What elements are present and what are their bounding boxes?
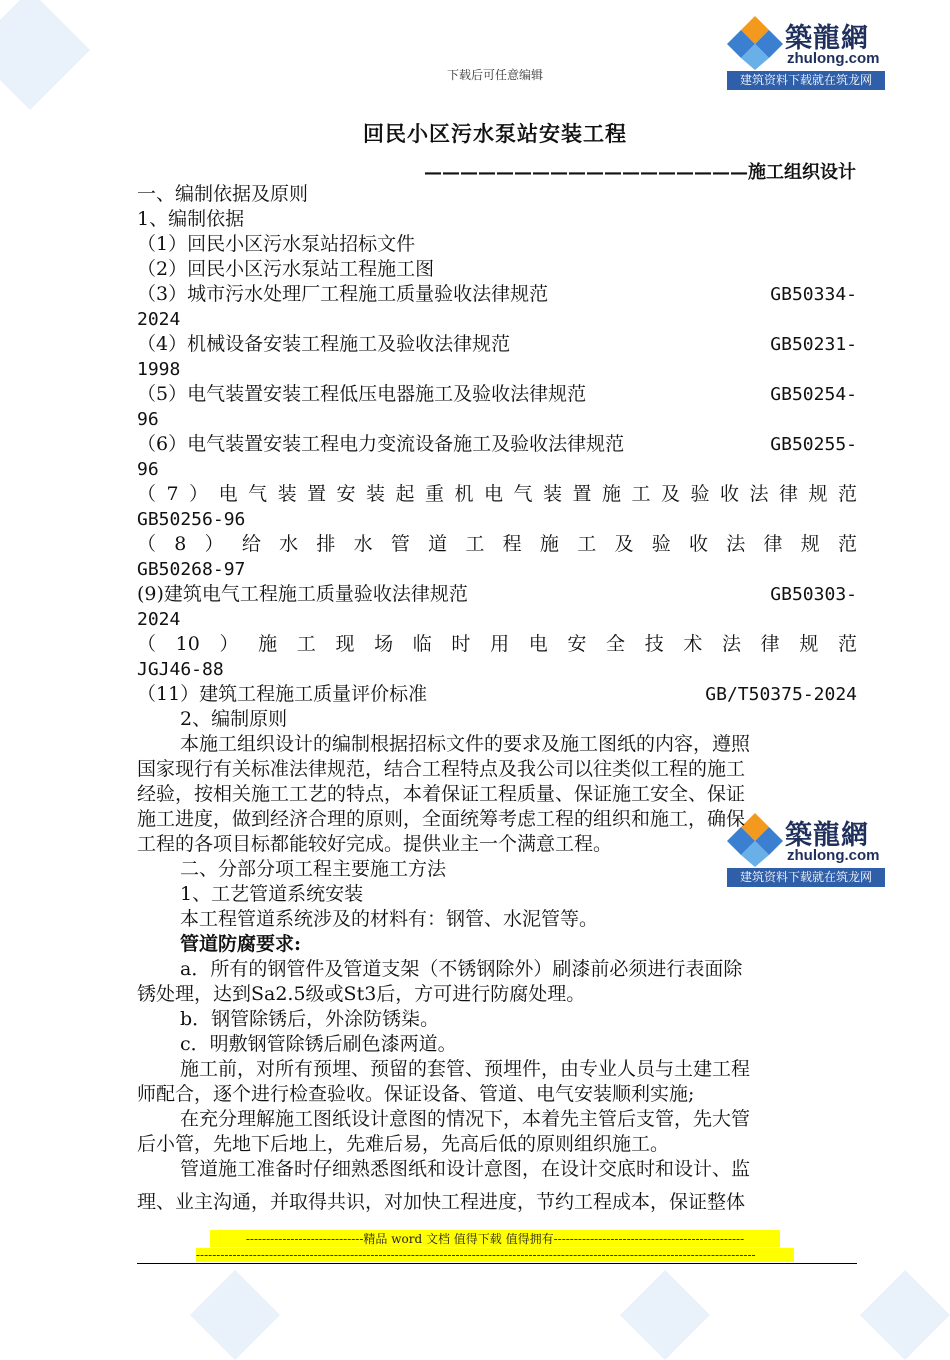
section-heading: 一、编制依据及原则: [137, 183, 309, 205]
logo-brand-cn: 築龍網: [785, 820, 869, 851]
document-subtitle: ——————————————————施工组织设计: [424, 162, 856, 183]
reference-code-cont: GB50256-96: [137, 509, 246, 530]
reference-title: （4）机械设备安装工程施工及验收法律规范: [137, 333, 511, 355]
logo-diamond-icon: [727, 14, 783, 70]
paragraph-line: 本施工组织设计的编制根据招标文件的要求及施工图纸的内容，遵照: [180, 733, 751, 755]
paragraph-line: 施工前，对所有预埋、预留的套管、预埋件，由专业人员与土建工程: [180, 1058, 751, 1080]
paragraph-line: 锈处理，达到Sa2.5级或St3后，方可进行防腐处理。: [137, 983, 586, 1005]
reference-title: （6）电气装置安装工程电力变流设备施工及验收法律规范: [137, 433, 625, 455]
reference-code: GB50231-: [770, 334, 857, 355]
reference-code: GB/T50375-2024: [705, 684, 857, 705]
logo-slogan: 建筑资料下载就在筑龙网: [727, 868, 885, 887]
watermark-pattern: [190, 1270, 280, 1360]
reference-code: GB50334-: [770, 284, 857, 305]
reference-code: GB50255-: [770, 434, 857, 455]
subsection-heading: 1、工艺管道系统安装: [180, 883, 364, 905]
paragraph-line: 经验，按相关施工工艺的特点，本着保证工程质量、保证施工安全、保证: [137, 783, 746, 805]
watermark-pattern: [860, 1270, 950, 1360]
paragraph-line: b．钢管除锈后，外涂防锈柒。: [180, 1008, 440, 1030]
footer-dash-line: ------------------------------------------------------------------------------------------------------------------------------------------: [196, 1248, 794, 1262]
paragraph-line: 国家现行有关标准法律规范，结合工程特点及我公司以往类似工程的施工: [137, 758, 746, 780]
logo-brand-cn: 築龍網: [785, 23, 869, 54]
reference-code-cont: 96: [137, 409, 159, 430]
reference-title: （3）城市污水处理厂工程施工质量验收法律规范: [137, 283, 549, 305]
footer-promo-line: -----------------------------精品 word 文档 值得下载 值得拥有-----------------------------------------------: [210, 1230, 780, 1247]
paragraph-line: 本工程管道系统涉及的材料有：钢管、水泥管等。: [180, 908, 599, 930]
subsection-heading: 1、编制依据: [137, 208, 245, 230]
paragraph-line: 理、业主沟通，并取得共识，对加快工程进度，节约工程成本，保证整体: [137, 1191, 746, 1213]
reference-title: （11）建筑工程施工质量评价标准: [137, 683, 428, 705]
reference-item: （2）回民小区污水泵站工程施工图: [137, 258, 435, 280]
paragraph-line: 工程的各项目标都能较好完成。提供业主一个满意工程。: [137, 833, 613, 855]
header-note: 下载后可任意编辑: [446, 68, 543, 82]
reference-item: （10）施工现场临时用电安全技术法律规范: [137, 633, 857, 655]
document-title: 回民小区污水泵站安装工程: [363, 121, 627, 146]
reference-code-cont: JGJ46-88: [137, 659, 224, 680]
logo-slogan: 建筑资料下载就在筑龙网: [727, 71, 885, 90]
reference-item: [137, 332, 857, 357]
reference-item: [137, 682, 857, 707]
reference-code: GB50254-: [770, 384, 857, 405]
reference-item: [137, 432, 857, 457]
reference-code-cont: 1998: [137, 359, 181, 380]
paragraph-line: a．所有的钢管件及管道支架（不锈钢除外）刷漆前必须进行表面除: [180, 958, 743, 980]
watermark-pattern: [620, 1270, 710, 1360]
reference-item: [137, 382, 857, 407]
logo-brand-en: zhulong.com: [787, 50, 880, 67]
paragraph-line: 师配合，逐个进行检查验收。保证设备、管道、电气安装顺利实施;: [137, 1083, 695, 1105]
paragraph-line: 后小管，先地下后地上，先难后易，先高后低的原则组织施工。: [137, 1133, 670, 1155]
subsection-heading: 2、编制原则: [180, 708, 288, 730]
paragraph-line: 施工进度，做到经济合理的原则，全面统筹考虑工程的组织和施工，确保: [137, 808, 746, 830]
reference-item: [137, 582, 857, 607]
footer-rule: [137, 1263, 857, 1264]
paragraph-line: 在充分理解施工图纸设计意图的情况下，本着先主管后支管，先大管: [180, 1108, 751, 1130]
reference-item: （8）给水排水管道工程施工及验收法律规范: [137, 533, 857, 555]
zhulong-logo: [727, 14, 885, 90]
paragraph-line: 管道施工准备时仔细熟悉图纸和设计意图，在设计交底时和设计、监: [180, 1158, 751, 1180]
reference-item: [137, 282, 857, 307]
reference-code-cont: 96: [137, 459, 159, 480]
reference-item: （7）电气装置安装起重机电气装置施工及验收法律规范: [137, 483, 857, 505]
watermark-pattern: [0, 0, 90, 110]
anticorrosion-title: 管道防腐要求:: [180, 933, 302, 955]
reference-code-cont: 2024: [137, 309, 181, 330]
reference-code-cont: 2024: [137, 609, 181, 630]
reference-item: （1）回民小区污水泵站招标文件: [137, 233, 416, 255]
reference-code: GB50303-: [770, 584, 857, 605]
reference-code-cont: GB50268-97: [137, 559, 246, 580]
paragraph-line: c．明敷钢管除锈后刷色漆两道。: [180, 1033, 457, 1055]
section-heading: 二、分部分项工程主要施工方法: [180, 858, 447, 880]
logo-brand-en: zhulong.com: [787, 847, 880, 864]
reference-title: (9)建筑电气工程施工质量验收法律规范: [137, 583, 468, 605]
reference-title: （5）电气装置安装工程低压电器施工及验收法律规范: [137, 383, 587, 405]
